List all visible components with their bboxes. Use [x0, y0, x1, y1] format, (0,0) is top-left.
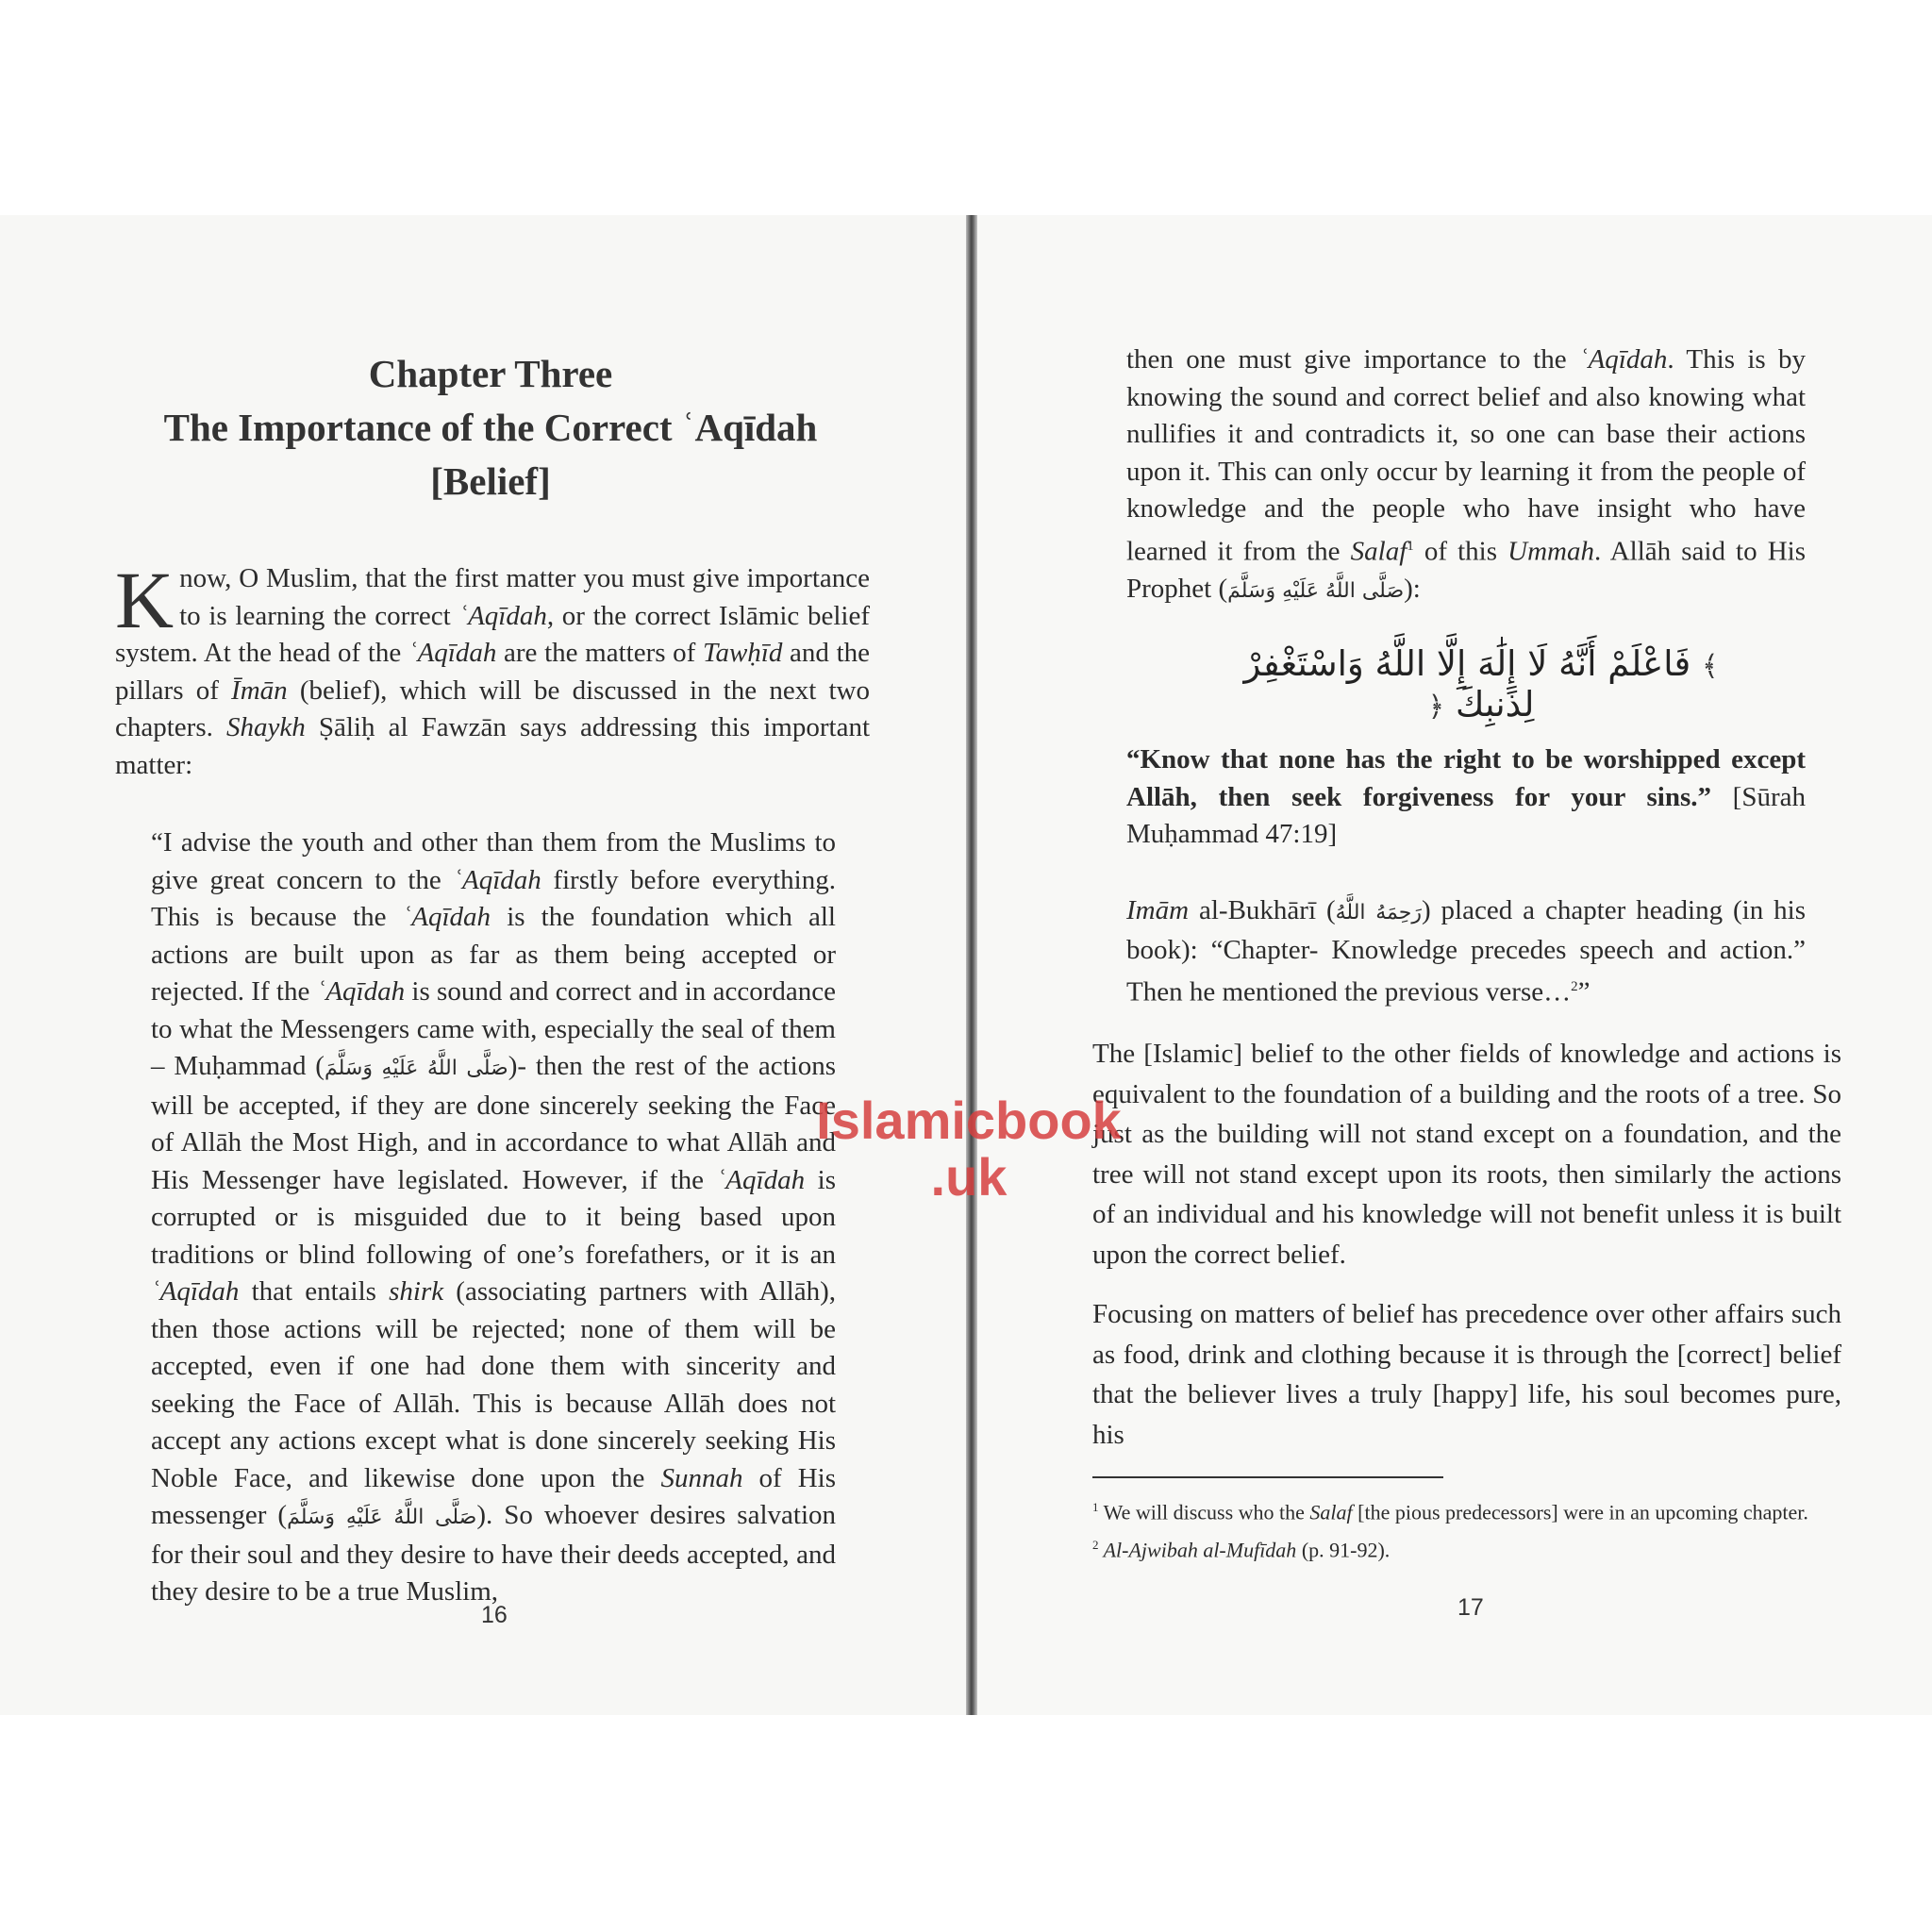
italic-term: Salaf [1309, 1500, 1353, 1524]
body-text: . Allāh said to His Prophet ( [1126, 536, 1806, 604]
footnotes [1092, 1491, 1847, 1567]
footnote-2 [1092, 1528, 1847, 1566]
intro-text: now, O Muslim, that the first matter you must give importance to is learning the correct [179, 563, 870, 631]
verse-ornament: ﴿ [1427, 691, 1445, 724]
italic-term: ʿAqīdah [402, 902, 491, 932]
italic-term: Īmān [231, 675, 288, 706]
italic-term: Ummah [1507, 536, 1594, 567]
italic-term: ʿAqīdah [151, 1276, 240, 1307]
body-text: ): [1404, 573, 1421, 604]
footnote-text: We will discuss who the [1098, 1500, 1310, 1524]
salutation-arabic: صَلَّى اللَّهُ عَلَيْهِ وَسَلَّمَ [324, 1057, 508, 1080]
italic-term: ʿAqīdah [458, 600, 547, 631]
body-text: ) placed a chapter heading (in his book): “Chapter- Knowledge precedes speech and action.” Then he mentioned the previous verse… [1126, 895, 1807, 1008]
quote-text: is corrupted or is misguided due to it being based upon traditions or blind following of one’s forefathers, or it is an [151, 1164, 837, 1270]
intro-text: , or the correct Islāmic belief system. At the head of the [115, 600, 870, 668]
verse-arabic: فَاعْلَمْ أَنَّهُ لَا إِلَٰهَ إِلَّا اللَّهُ وَاسْتَغْفِرْ لِذَنبِكَ [1243, 643, 1691, 724]
chapter-heading: The Importance of the Correct ʿAqīdah [163, 406, 818, 449]
quote-text: ). So whoever desires salvation for their soul and they desire to have their deeds accepted, and they desire to be a true Muslim, [151, 1500, 837, 1607]
body-text: ” [1577, 976, 1591, 1008]
italic-term: Tawḥīd [703, 638, 783, 668]
watermark-line-2: .uk [930, 1147, 1008, 1207]
quote-text: of His messenger ( [151, 1462, 836, 1530]
italic-term: Imām [1126, 895, 1190, 925]
italic-term: shirk [389, 1276, 444, 1307]
verse-reference: [Sūrah Muḥammad 47:19] [1126, 781, 1806, 849]
right-top-paragraph [1126, 341, 1806, 609]
intro-paragraph [115, 555, 870, 784]
italic-term: ʿAqīdah [716, 1164, 806, 1195]
body-text: al-Bukhārī ( [1189, 895, 1336, 925]
quote-text: )- then the rest of the actions will be accepted, if they are done sincerely seeking the Face of Allāh the Most High, and in accordance to what Allāh and His Messenger have legislated. However, if the [151, 1051, 836, 1195]
drop-cap: K [115, 555, 175, 645]
quote-text: “I advise the youth and other than them from the Muslims to give great concern to the [151, 827, 836, 895]
footnote-1 [1092, 1491, 1847, 1528]
body-text: then one must give importance to the [1126, 344, 1579, 375]
italic-term: Sunnah [660, 1462, 743, 1493]
quote-text: is sound and correct and in accordance to what the Messengers came with, especially the seal of them – Muḥammad ( [151, 976, 836, 1081]
intro-text: are the matters of [496, 638, 703, 668]
page-number-left: 16 [481, 1602, 508, 1628]
intro-text: Ṣāliḥ al Fawzān says addressing this important matter: [115, 712, 870, 780]
salutation-arabic: صَلَّى اللَّهُ عَلَيْهِ وَسَلَّمَ [1227, 578, 1405, 603]
italic-term: ʿAqīdah [316, 976, 406, 1007]
chapter-subheading: [Belief] [430, 459, 551, 503]
translation-bold: “Know that none has the right to be worshipped except Allāh, then seek forgiveness for your sins.” [1126, 744, 1806, 812]
footnote-ref: 2 [1571, 979, 1578, 994]
italic-term: Shaykh [226, 712, 306, 742]
watermark-line-1: Islamicbook [816, 1091, 1122, 1150]
quran-verse [1236, 643, 1726, 724]
intro-text: (belief), which will be discussed in the next two chapters. [115, 675, 870, 742]
body-text: of this [1413, 536, 1508, 567]
intro-text: and the pillars of [115, 638, 870, 706]
body-text: . This is by knowing the sound and correct belief and also knowing what nullifies it and contradicts it, so one can base their actions upon it. This can only occur by learning it from the people of knowledge and the people who have insight who have learned it from the [1126, 344, 1806, 567]
quote-text: that entails [239, 1276, 390, 1307]
chapter-title [113, 347, 868, 508]
footnote-number: 2 [1092, 1538, 1099, 1553]
footnote-text: [the pious predecessors] were in an upcoming chapter. [1352, 1500, 1808, 1524]
page-number-right: 17 [1457, 1594, 1484, 1621]
salutation-arabic: رَحِمَهُ اللَّهُ [1335, 901, 1422, 924]
quote-text: (associating partners with Allāh), then those actions will be rejected; none of them will be accepted, even if one had done them with sincerity and seeking the Face of Allāh. This is because Allāh does not accept any actions except what is done sincerely seeking His Noble Face, and likewise done upon the [151, 1276, 836, 1493]
quote-text: firstly before everything. This is because the [151, 864, 836, 932]
watermark [804, 1092, 1134, 1206]
footnote-ref: 1 [1407, 538, 1414, 554]
salutation-arabic: صَلَّى اللَّهُ عَلَيْهِ وَسَلَّمَ [287, 1506, 477, 1529]
block-quote [151, 824, 836, 1611]
imam-paragraph [1126, 892, 1806, 1011]
verse-ornament: ﴾ [1701, 650, 1719, 683]
verse-translation [1126, 741, 1806, 854]
body-paragraph-2: Focusing on matters of belief has precedence over other affairs such as food, drink and clothing because it is through the [correct] belief that the believer lives a truly [happy] life, his soul becomes pure, his [1092, 1299, 1841, 1450]
italic-term: ʿAqīdah [1578, 344, 1668, 375]
footnote-number: 1 [1092, 1500, 1099, 1514]
left-page [0, 215, 966, 1715]
italic-term: ʿAqīdah [453, 864, 541, 895]
italic-term: Salaf [1350, 536, 1407, 567]
body-paragraph-1: The [Islamic] belief to the other fields of knowledge and actions is equivalent to the foundation of a building and the roots of a tree. So just as the building will not stand except on a foundation, and the tree will not stand except upon its roots, then similarly the actions of an individual and his knowledge will not benefit unless it is built upon the correct belief. [1092, 1039, 1841, 1270]
footnote-divider [1092, 1476, 1443, 1478]
book-spine [966, 215, 977, 1715]
chapter-number: Chapter Three [368, 352, 613, 395]
footnote-text: (p. 91-92). [1296, 1538, 1391, 1562]
italic-term: Al-Ajwibah al-Mufīdah [1098, 1538, 1297, 1562]
quote-text: is the foundation which all actions are built upon as far as them being accepted or rejected. If the [151, 902, 836, 1007]
book-spread [0, 215, 1932, 1715]
italic-term: ʿAqīdah [408, 638, 497, 668]
